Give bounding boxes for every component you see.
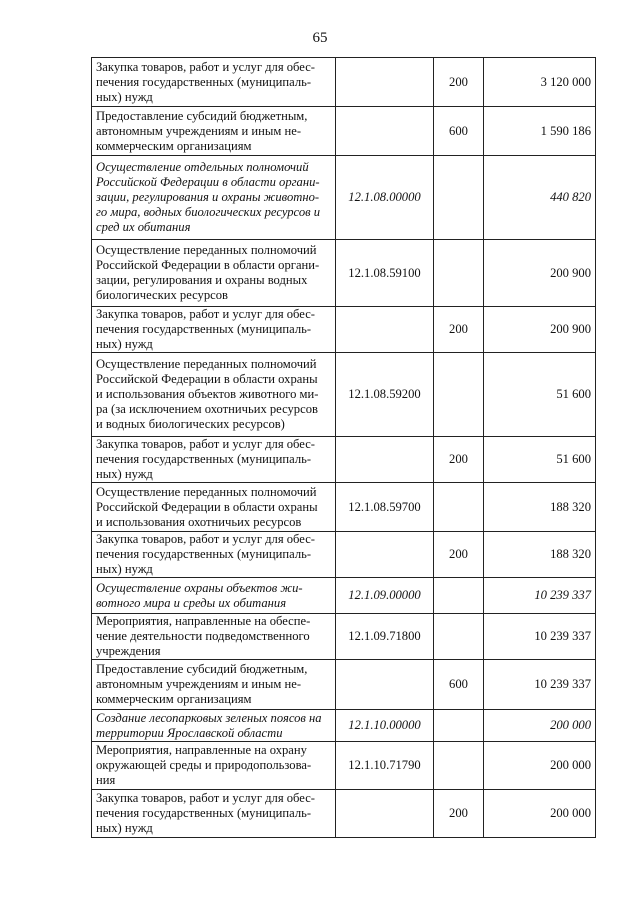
table-row — [92, 742, 596, 790]
row-amount-cell: 51 600 — [484, 437, 596, 483]
row-code-cell — [336, 437, 434, 483]
row-code-cell — [336, 660, 434, 710]
budget-table-body — [92, 58, 596, 838]
row-code-cell: 12.1.08.59100 — [336, 240, 434, 307]
row-expense-type-cell — [434, 240, 484, 307]
row-amount-cell: 188 320 — [484, 532, 596, 578]
row-code-cell: 12.1.08.00000 — [336, 156, 434, 240]
row-name-cell: Создание лесопарковых зеленых поясов на территории Ярославской области — [92, 710, 336, 742]
table-row — [92, 240, 596, 307]
row-expense-type-cell: 600 — [434, 107, 484, 156]
table-row — [92, 107, 596, 156]
row-code-cell: 12.1.10.00000 — [336, 710, 434, 742]
row-code-cell: 12.1.09.71800 — [336, 614, 434, 660]
row-amount-cell: 200 000 — [484, 742, 596, 790]
row-amount-cell: 1 590 186 — [484, 107, 596, 156]
table-row — [92, 156, 596, 240]
row-expense-type-cell: 200 — [434, 58, 484, 107]
table-row — [92, 790, 596, 838]
row-expense-type-cell: 200 — [434, 307, 484, 353]
row-expense-type-cell — [434, 710, 484, 742]
row-code-cell — [336, 532, 434, 578]
row-name-cell: Мероприятия, направленные на охрану окружающей среды и природопользова- ния — [92, 742, 336, 790]
row-name-cell: Мероприятия, направленные на обеспе- чение деятельности подведомственного учреждения — [92, 614, 336, 660]
row-name-cell: Осуществление переданных полномочий Российской Федерации в области охраны и использования объектов животного ми- ра (за исключением охотничьих ресурсов и водных биологических ресурсов) — [92, 353, 336, 437]
row-amount-cell: 10 239 337 — [484, 614, 596, 660]
row-name-cell: Осуществление охраны объектов жи- вотного мира и среды их обитания — [92, 578, 336, 614]
row-amount-cell: 440 820 — [484, 156, 596, 240]
row-expense-type-cell — [434, 614, 484, 660]
row-expense-type-cell: 200 — [434, 437, 484, 483]
row-amount-cell: 51 600 — [484, 353, 596, 437]
row-amount-cell: 10 239 337 — [484, 578, 596, 614]
row-code-cell: 12.1.08.59700 — [336, 483, 434, 532]
budget-table — [91, 57, 596, 838]
table-row — [92, 660, 596, 710]
table-row — [92, 710, 596, 742]
row-expense-type-cell — [434, 578, 484, 614]
table-row — [92, 614, 596, 660]
row-name-cell: Предоставление субсидий бюджетным, автономным учреждениям и иным не- коммерческим организациям — [92, 660, 336, 710]
row-expense-type-cell — [434, 156, 484, 240]
table-row — [92, 532, 596, 578]
row-amount-cell: 3 120 000 — [484, 58, 596, 107]
page-number: 65 — [312, 30, 328, 46]
table-row — [92, 307, 596, 353]
row-code-cell: 12.1.09.00000 — [336, 578, 434, 614]
table-row — [92, 483, 596, 532]
row-amount-cell: 200 900 — [484, 240, 596, 307]
row-name-cell: Закупка товаров, работ и услуг для обес- печения государственных (муниципаль- ных) нужд — [92, 790, 336, 838]
row-expense-type-cell: 600 — [434, 660, 484, 710]
row-amount-cell: 188 320 — [484, 483, 596, 532]
row-expense-type-cell — [434, 483, 484, 532]
table-row — [92, 58, 596, 107]
row-amount-cell: 200 000 — [484, 790, 596, 838]
row-expense-type-cell: 200 — [434, 532, 484, 578]
row-expense-type-cell — [434, 742, 484, 790]
row-name-cell: Закупка товаров, работ и услуг для обес- печения государственных (муниципаль- ных) нужд — [92, 532, 336, 578]
table-row — [92, 578, 596, 614]
row-code-cell — [336, 107, 434, 156]
row-code-cell — [336, 58, 434, 107]
row-name-cell: Закупка товаров, работ и услуг для обес- печения государственных (муниципаль- ных) нужд — [92, 437, 336, 483]
row-name-cell: Закупка товаров, работ и услуг для обес- печения государственных (муниципаль- ных) нужд — [92, 307, 336, 353]
row-expense-type-cell: 200 — [434, 790, 484, 838]
row-name-cell: Осуществление отдельных полномочий Российской Федерации в области органи- зации, регулирования и охраны животно- го мира, водных биологических ресурсов и сред их обитания — [92, 156, 336, 240]
table-row — [92, 353, 596, 437]
row-name-cell: Предоставление субсидий бюджетным, автономным учреждениям и иным не- коммерческим организациям — [92, 107, 336, 156]
row-name-cell: Закупка товаров, работ и услуг для обес- печения государственных (муниципаль- ных) нужд — [92, 58, 336, 107]
row-code-cell: 12.1.08.59200 — [336, 353, 434, 437]
row-amount-cell: 10 239 337 — [484, 660, 596, 710]
row-code-cell — [336, 307, 434, 353]
row-expense-type-cell — [434, 353, 484, 437]
row-name-cell: Осуществление переданных полномочий Российской Федерации в области органи- зации, регулирования и охраны водных биологических ресурсов — [92, 240, 336, 307]
table-row — [92, 437, 596, 483]
row-code-cell — [336, 790, 434, 838]
row-name-cell: Осуществление переданных полномочий Российской Федерации в области охраны и использования охотничьих ресурсов — [92, 483, 336, 532]
row-amount-cell: 200 900 — [484, 307, 596, 353]
row-code-cell: 12.1.10.71790 — [336, 742, 434, 790]
row-amount-cell: 200 000 — [484, 710, 596, 742]
